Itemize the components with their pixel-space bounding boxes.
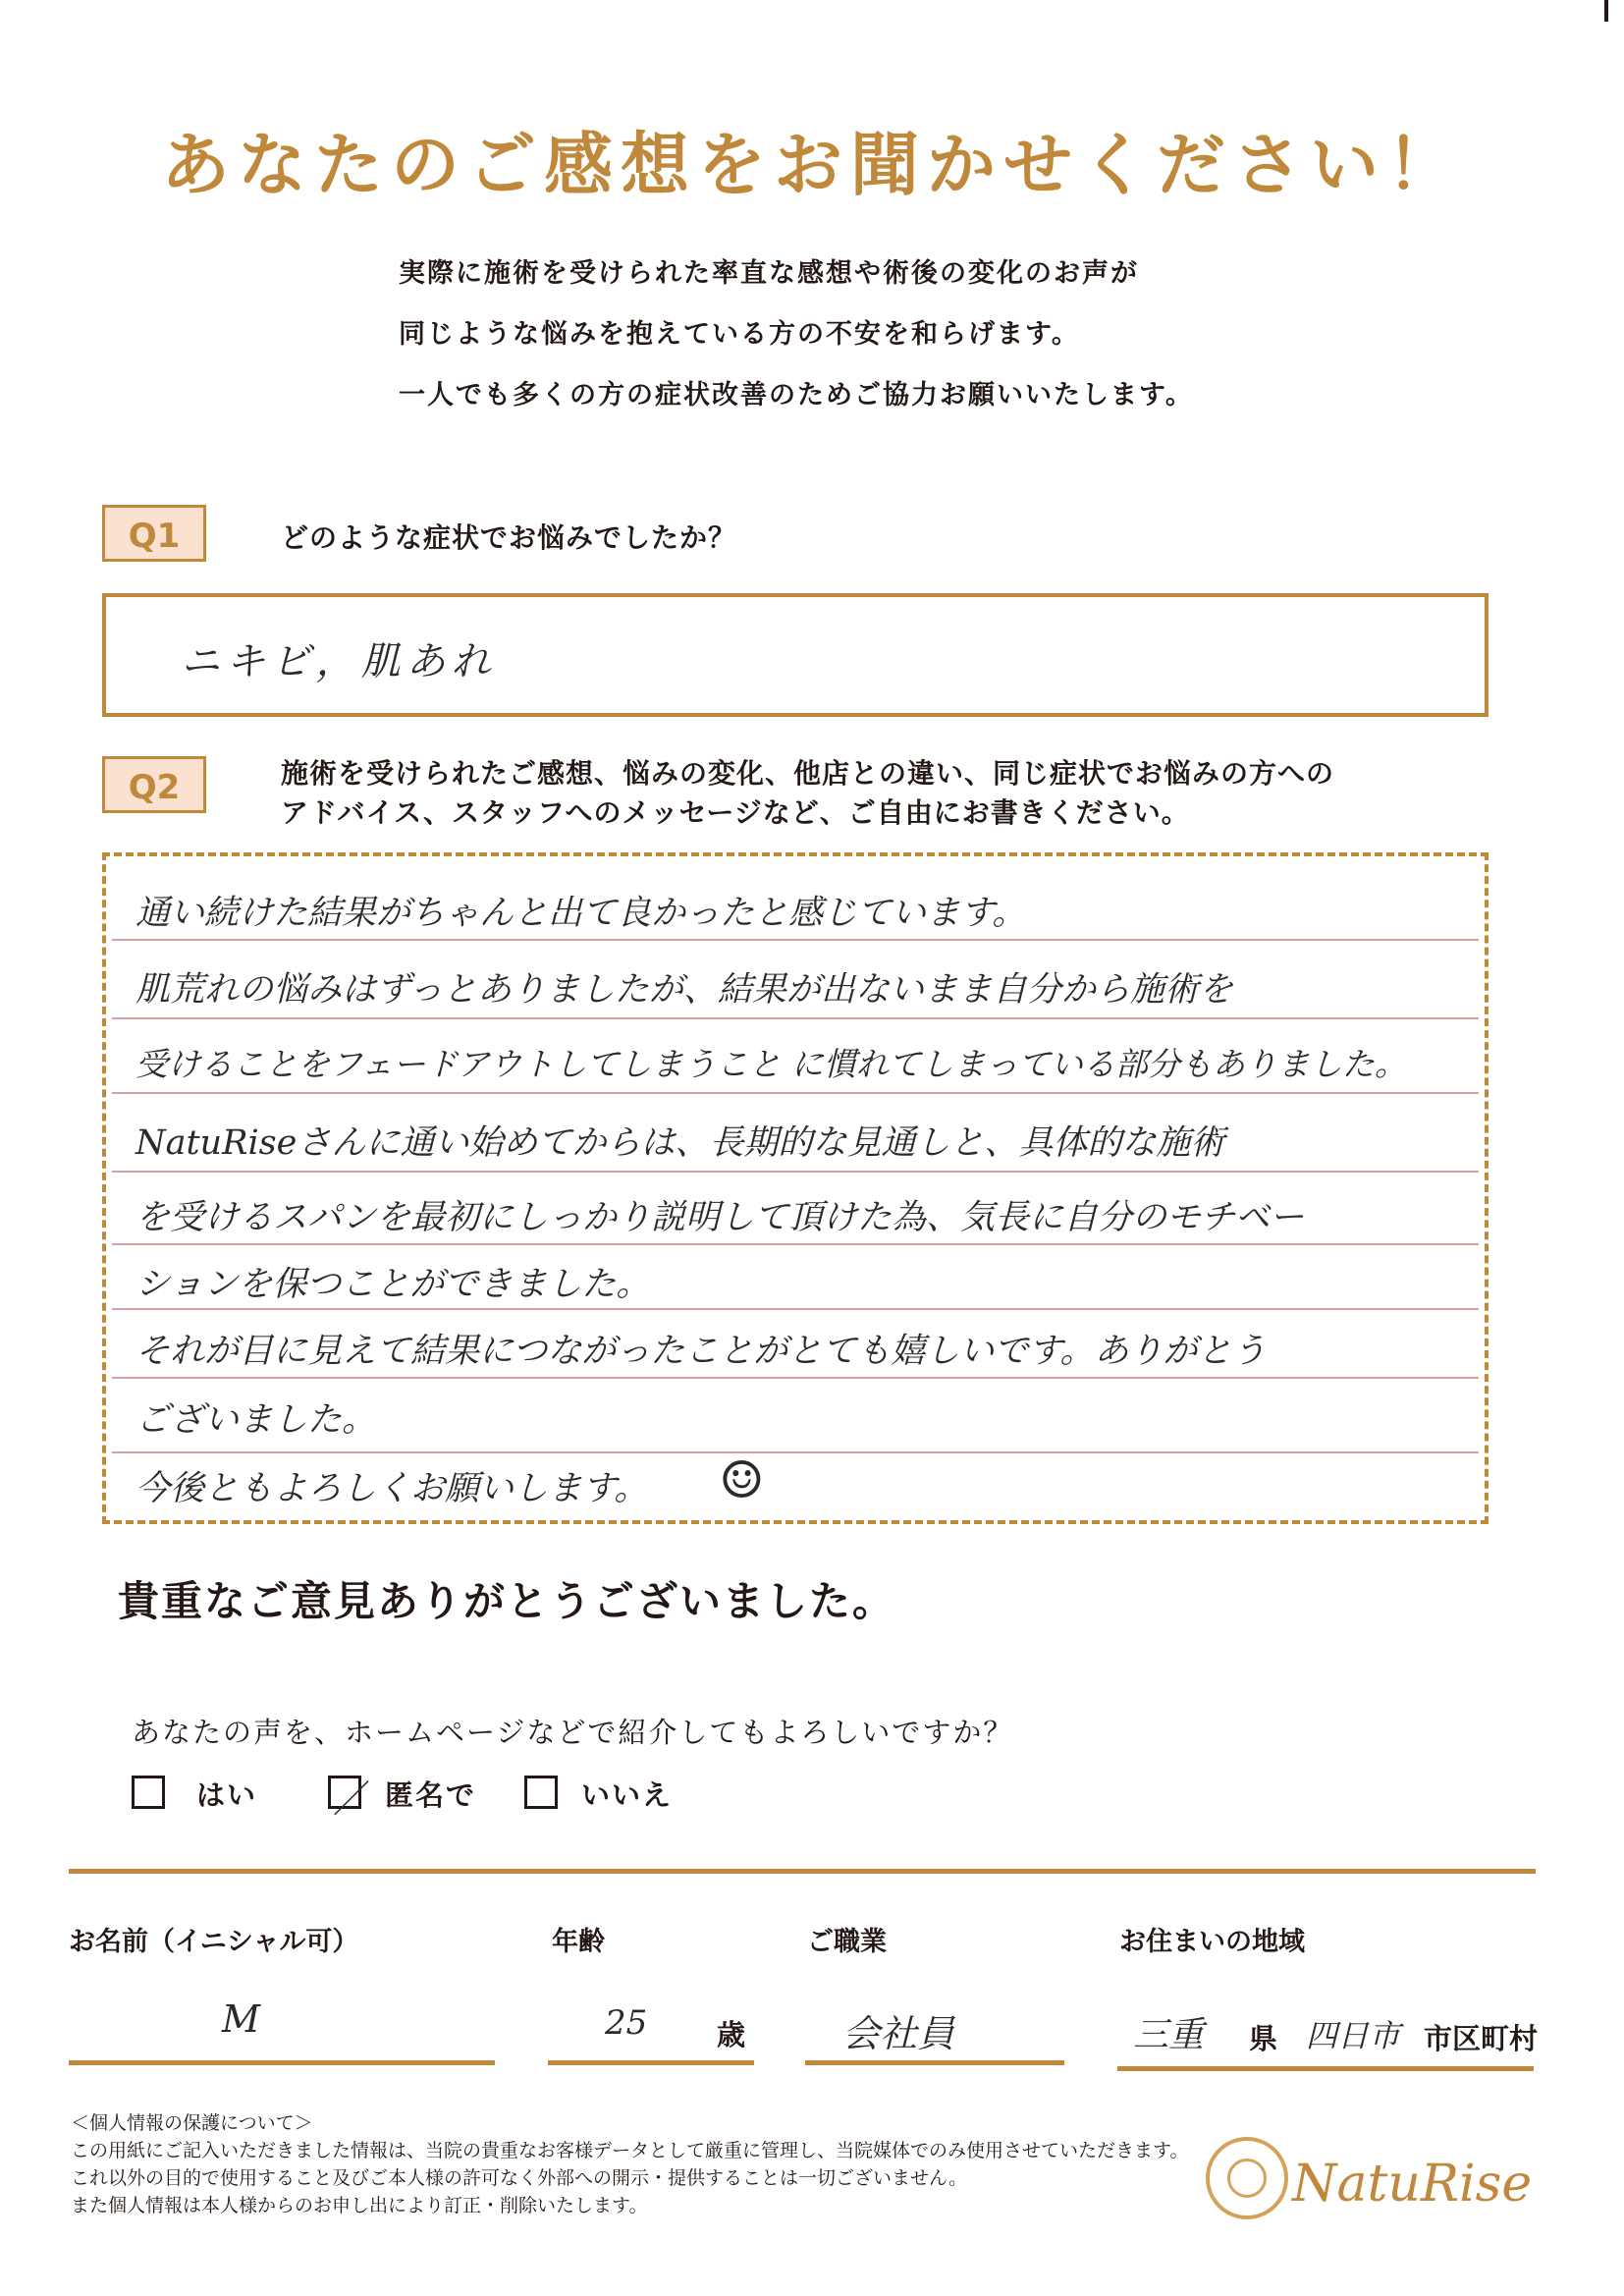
page-title: あなたのご感想をお聞かせください！ bbox=[161, 125, 1463, 205]
prefecture-unit: 県 bbox=[1249, 2022, 1278, 2055]
privacy-line-2: これ以外の目的で使用すること及びご本人様の許可なく外部への開示・提供することは一切ございません。 bbox=[71, 2167, 968, 2189]
logo-emblem-icon bbox=[1206, 2137, 1288, 2219]
ruled-line bbox=[112, 1377, 1479, 1379]
ruled-line bbox=[112, 1243, 1479, 1245]
q2-answer-line-2: 肌荒れの悩みはずっとありましたが、結果が出ないまま自分から施術を bbox=[135, 970, 1233, 1010]
q2-answer-line-7: それが目に見えて結果につながったことがとても嬉しいです。ありがとう bbox=[135, 1332, 1267, 1371]
age-label: 年齢 bbox=[552, 1927, 605, 1957]
intro-line-1: 実際に施術を受けられた率直な感想や術後の変化のお声が bbox=[399, 258, 1139, 289]
q2-badge: Q2 bbox=[102, 756, 206, 813]
name-field-underline[interactable] bbox=[69, 2060, 495, 2065]
ruled-line bbox=[112, 1451, 1479, 1453]
age-field-underline[interactable] bbox=[548, 2060, 754, 2065]
ruled-line bbox=[112, 1092, 1479, 1094]
checkbox-anonymous-label: 匿名で bbox=[385, 1778, 477, 1812]
q2-answer-line-1: 通い続けた結果がちゃんと出て良かったと感じています。 bbox=[135, 894, 1027, 933]
name-value: M bbox=[222, 1997, 260, 2041]
thanks-heading: 貴重なご意見ありがとうございました。 bbox=[118, 1577, 896, 1625]
job-label: ご職業 bbox=[807, 1927, 887, 1957]
check-mark: ／ bbox=[333, 1777, 371, 1821]
q2-question-line-1: 施術を受けられたご感想、悩みの変化、他店との違い、同じ症状でお悩みの方への bbox=[281, 757, 1335, 790]
q2-answer-box[interactable] bbox=[102, 852, 1489, 1524]
checkbox-yes[interactable] bbox=[132, 1776, 165, 1809]
job-value: 会社員 bbox=[842, 2012, 955, 2055]
area-field-underline[interactable] bbox=[1117, 2066, 1534, 2071]
q2-answer-line-3: 受けることをフェードアウトしてしまうこと に慣れてしまっている部分もありました。 bbox=[135, 1045, 1407, 1083]
privacy-line-1: この用紙にご記入いただきました情報は、当院の貴重なお客様データとして厳重に管理し、当院媒体でのみ使用させていただきます。 bbox=[71, 2140, 1189, 2161]
checkbox-yes-label: はい bbox=[196, 1778, 258, 1812]
privacy-heading: ＜個人情報の保護について＞ bbox=[71, 2112, 313, 2134]
job-field-underline[interactable] bbox=[805, 2060, 1064, 2065]
q1-answer-text: ニキビ，肌あれ bbox=[181, 639, 497, 684]
smiley-doodle: ☺ bbox=[719, 1451, 765, 1510]
age-value: 25 bbox=[605, 2003, 648, 2043]
consent-question: あなたの声を、ホームページなどで紹介してもよろしいですか？ bbox=[132, 1716, 1014, 1749]
brand-logo: NatuRise bbox=[1292, 2155, 1533, 2214]
checkbox-no-label: いいえ bbox=[581, 1778, 674, 1812]
q2-answer-line-4: NatuRiseさんに通い始めてからは、長期的な見通しと、具体的な施術 bbox=[135, 1123, 1225, 1163]
age-unit: 歳 bbox=[717, 2018, 746, 2051]
name-label: お名前（イニシャル可） bbox=[69, 1927, 359, 1957]
q1-badge: Q1 bbox=[102, 505, 206, 562]
privacy-line-3: また個人情報は本人様からのお申し出により訂正・削除いたします。 bbox=[71, 2195, 648, 2216]
city-unit: 市区町村 bbox=[1424, 2022, 1539, 2055]
scan-edge-mark bbox=[1604, 0, 1608, 22]
q2-answer-line-5: を受けるスパンを最初にしっかり説明して頂けた為、気長に自分のモチベー bbox=[135, 1198, 1305, 1237]
intro-line-3: 一人でも多くの方の症状改善のためご協力お願いいたします。 bbox=[399, 380, 1194, 410]
ruled-line bbox=[112, 1171, 1479, 1173]
q2-question-line-2: アドバイス、スタッフへのメッセージなど、ご自由にお書きください。 bbox=[281, 796, 1190, 829]
checkbox-no[interactable] bbox=[524, 1776, 558, 1809]
ruled-line bbox=[112, 939, 1479, 941]
area-label: お住まいの地域 bbox=[1119, 1927, 1305, 1957]
q1-answer-box[interactable] bbox=[102, 593, 1489, 717]
q2-answer-line-8: ございました。 bbox=[135, 1400, 377, 1440]
prefecture-value: 三重 bbox=[1133, 2015, 1205, 2055]
q2-answer-line-6: ションを保つことができました。 bbox=[135, 1265, 651, 1304]
city-value: 四日市 bbox=[1306, 2017, 1401, 2054]
ruled-line bbox=[112, 1017, 1479, 1019]
q1-question: どのような症状でお悩みでしたか？ bbox=[281, 521, 737, 554]
q2-answer-line-9: 今後ともよろしくお願いします。 bbox=[135, 1469, 649, 1508]
ruled-line bbox=[112, 1308, 1479, 1310]
section-divider bbox=[69, 1869, 1536, 1874]
checkbox-anonymous[interactable] bbox=[328, 1776, 371, 1821]
intro-line-2: 同じような悩みを抱えている方の不安を和らげます。 bbox=[399, 319, 1080, 350]
